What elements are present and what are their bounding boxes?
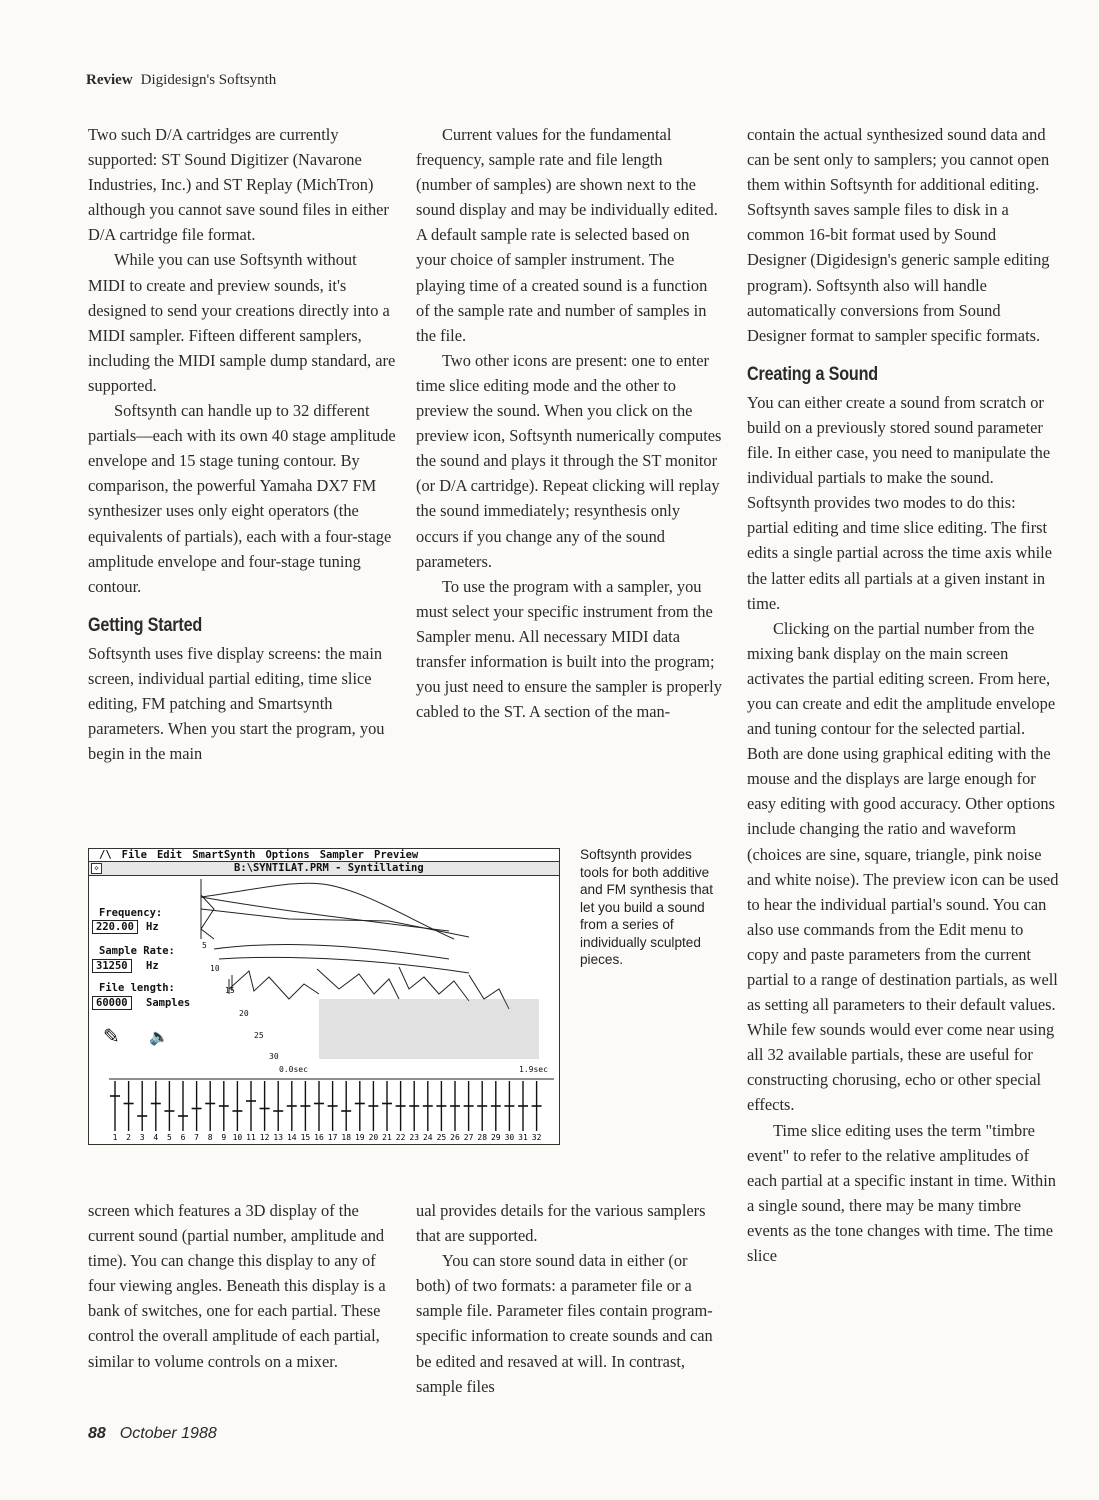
heading-getting-started: Getting Started (88, 614, 203, 636)
partial-axis-label: 20 (239, 1009, 249, 1018)
partial-number-label[interactable]: 20 (368, 1133, 379, 1142)
speaker-icon[interactable]: 🔈 (149, 1027, 169, 1046)
partial-number-label[interactable]: 7 (194, 1133, 200, 1142)
paragraph: Two other icons are present: one to enter time slice editing mode and the other to preview the sound. When you click on the preview icon, Softsynth numerically computes the sound and plays it through the ST monitor (or D/A cartridge). Repeat clicking will replay the sound immediately; resynthesis only occurs if you change any of the sound parameters. (416, 350, 722, 571)
paragraph: Clicking on the partial number from the mixing bank display on the main screen activates the partial editing screen. From here, you can create and edit the amplitude envelope and tuning contour for the selected partial. Both are done using graphical editing with the mouse and the displays are large enough for easy editing with good accuracy. Other options include changing the ratio and waveform (choices are sine, square, triangle, pink noise and white noise). The preview icon can be used to hear the individual partial's sound. You can also use commands from the Edit menu to copy and paste parameters from the current partial to a range of destination partials, as well as setting all parameters to their default values. While few sounds would ever come near using all 32 available partials, these are useful for constructing chorusing, echo or other special effects. (747, 618, 1059, 1115)
softsynth-screenshot (88, 848, 560, 1145)
partial-number-label[interactable]: 28 (477, 1133, 488, 1142)
partial-switch-bank (89, 1077, 559, 1143)
window-title: B:\SYNTILAT.PRM - Syntillating (234, 862, 424, 874)
frequency-label: Frequency: (99, 907, 163, 919)
menu-preview[interactable]: Preview (374, 849, 419, 861)
column-2-top (416, 122, 722, 724)
partial-axis-label: 15 (225, 986, 235, 995)
partial-number-label[interactable]: 23 (409, 1133, 420, 1142)
partial-number-label[interactable]: 14 (286, 1133, 297, 1142)
partial-number-label[interactable]: 30 (504, 1133, 515, 1142)
menu-sampler[interactable]: Sampler (319, 849, 364, 861)
close-icon[interactable]: ◇ (91, 863, 102, 874)
partial-number-label[interactable]: 6 (180, 1133, 186, 1142)
partial-number-label[interactable]: 19 (354, 1133, 365, 1142)
paragraph: You can store sound data in either (or both) of two formats: a parameter file or a sample file. Parameter files contain program-specific information to create sounds and can be edited and resaved at will. In contrast, sample files (416, 1251, 713, 1396)
time-start-label: 0.0sec (279, 1065, 308, 1074)
menu-file[interactable]: File (121, 849, 147, 861)
partial-number-label[interactable]: 27 (463, 1133, 474, 1142)
column-3 (747, 122, 1059, 1268)
menu-edit[interactable]: Edit (156, 849, 183, 861)
paragraph: Softsynth uses five display screens: the main screen, individual partial editing, time slice editing, FM patching and Smartsynth parameters. When you start the program, you begin in the main (88, 643, 385, 764)
partial-number-label[interactable]: 25 (436, 1133, 447, 1142)
paragraph: Softsynth can handle up to 32 different partials—each with its own 40 stage amplitude envelope and 15 stage tuning contour. By comparison, the powerful Yamaha DX7 FM synthesizer uses only eight operators (the equivalents of partials), each with a four-stage amplitude envelope and four-stage tuning contour. (88, 401, 396, 596)
paragraph: contain the actual synthesized sound data and can be sent only to samplers; you cannot open them within Softsynth for additional editing. Softsynth saves sample files to disk in a common 16-bit format used by Sound Designer (Digidesign's generic sample editing program). Softsynth also will handle automatically conversions from Sound Designer format to sampler specific formats. (747, 125, 1050, 345)
header-section: Review (86, 72, 133, 88)
partial-number-label[interactable]: 18 (341, 1133, 352, 1142)
paragraph: ual provides details for the various samplers that are supported. (416, 1201, 706, 1246)
partial-number-label[interactable]: 15 (300, 1133, 311, 1142)
column-1-top (88, 122, 398, 766)
partial-axis-label: 5 (202, 941, 207, 950)
frequency-field[interactable]: 220.00 (92, 920, 138, 934)
file-length-field[interactable]: 60000 (92, 996, 132, 1010)
partial-number-label[interactable]: 24 (422, 1133, 433, 1142)
partial-axis-label: 10 (210, 964, 220, 973)
partial-number-label[interactable]: 32 (531, 1133, 542, 1142)
paragraph: screen which features a 3D display of the current sound (partial number, amplitude and time). You can change this display to any of four viewing angles. Beneath this display is a bank of switches, one for each partial. These control the overall amplitude of each partial, similar to volume controls on a mixer. (88, 1201, 386, 1371)
partial-number-label[interactable]: 12 (259, 1133, 270, 1142)
file-length-unit: Samples (146, 997, 191, 1009)
partial-number-label[interactable]: 10 (232, 1133, 243, 1142)
menu-smartsynth[interactable]: SmartSynth (192, 849, 256, 861)
partial-number-label[interactable]: 21 (382, 1133, 392, 1142)
paragraph: You can either create a sound from scratch or build on a previously stored sound parameter file. In either case, you need to manipulate the individual partials to make the sound. Softsynth provides two modes to do this: partial editing and time slice editing. The first edits a single partial across the time axis while the latter edits all partials at a given instant in time. (747, 392, 1052, 613)
sample-rate-label: Sample Rate: (99, 945, 175, 957)
paragraph: To use the program with a sampler, you must select your specific instrument from the Sampler menu. All necessary MIDI data transfer information is built into the program; you just need to ensure the sampler is properly cabled to the ST. A section of the man- (416, 576, 722, 722)
file-length-label: File length: (99, 982, 175, 994)
frequency-unit: Hz (146, 921, 159, 933)
running-header (86, 72, 276, 89)
partial-number-label[interactable]: 4 (153, 1133, 159, 1142)
partial-number-label[interactable]: 11 (246, 1133, 256, 1142)
partial-number-label[interactable]: 5 (166, 1133, 172, 1142)
menu-options[interactable]: Options (265, 849, 310, 861)
atari-icon[interactable]: /\ (99, 849, 112, 861)
partial-number-label[interactable]: 31 (518, 1133, 528, 1142)
paragraph: Two such D/A cartridges are currently supported: ST Sound Digitizer (Navarone Industries, Inc.) and ST Replay (MichTron) although you cannot save sound files in either D/A cartridge file format. (88, 125, 389, 245)
page-footer (88, 1425, 217, 1443)
partial-axis-label: 30 (269, 1052, 279, 1061)
time-slice-icon[interactable]: ✎ (103, 1024, 120, 1048)
heading-creating-a-sound: Creating a Sound (747, 363, 878, 385)
partial-number-label[interactable]: 2 (126, 1133, 132, 1142)
partial-number-label[interactable]: 8 (207, 1133, 213, 1142)
paragraph: While you can use Softsynth without MIDI to create and preview sounds, it's designed to send your creations directly into a MIDI sampler. Fifteen different samplers, including the MIDI sample dump standard, are supported. (88, 250, 396, 395)
partial-number-label[interactable]: 17 (327, 1133, 338, 1142)
partial-number-label[interactable]: 3 (139, 1133, 145, 1142)
header-title: Digidesign's Softsynth (140, 72, 277, 88)
partial-number-label[interactable]: 13 (273, 1133, 284, 1142)
partial-number-label[interactable]: 26 (450, 1133, 460, 1142)
figure-caption: Softsynth provides tools for both additive and FM synthesis that let you build a sound from a series of individually sculpted pieces. (580, 847, 713, 967)
time-end-label: 1.9sec (519, 1065, 548, 1074)
paragraph: Current values for the fundamental frequency, sample rate and file length (number of samples) are shown next to the sound display and may be individually edited. A default sample rate is selected based on your choice of sampler instrument. The playing time of a created sound is a function of the sample rate and number of samples in the file. (416, 125, 718, 345)
partial-number-label[interactable]: 22 (395, 1133, 406, 1142)
sample-rate-field[interactable]: 31250 (92, 959, 132, 973)
column-2-bottom (416, 1198, 722, 1399)
partial-number-label[interactable]: 9 (221, 1133, 227, 1142)
sample-rate-unit: Hz (146, 960, 159, 972)
partial-number-label[interactable]: 16 (314, 1133, 324, 1142)
partial-number-label[interactable]: 29 (490, 1133, 501, 1142)
issue-date: October 1988 (119, 1425, 217, 1442)
partial-axis-label: 25 (254, 1031, 264, 1040)
paragraph: Time slice editing uses the term "timbre event" to refer to the relative amplitudes of each partial at a specific instant in time. Within a single sound, there may be many timbre events as the tone changes with time. The time slice (747, 1120, 1056, 1266)
partial-number-label[interactable]: 1 (112, 1133, 118, 1142)
column-1-bottom (88, 1198, 398, 1374)
page-number: 88 (88, 1425, 106, 1442)
